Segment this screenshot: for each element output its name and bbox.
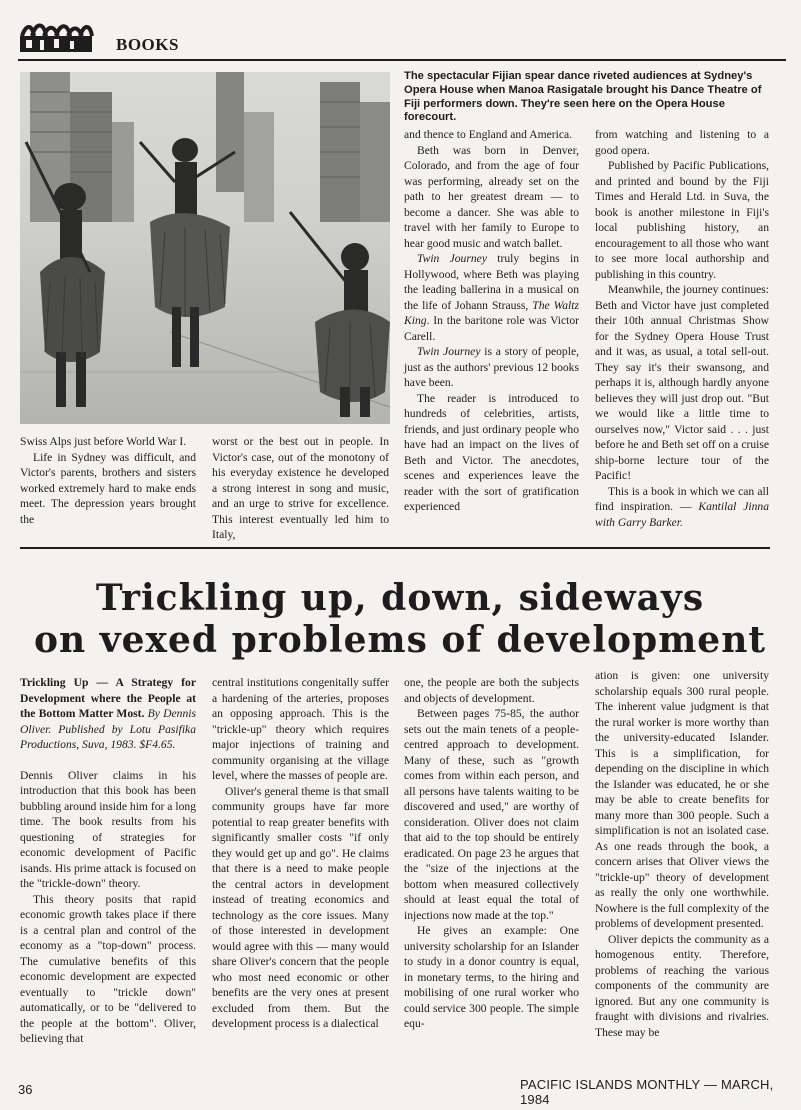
photo-caption: The spectacular Fijian spear dance riveted audiences at Sydney's Opera House when Manoa Rasigatale brought his Dance Theatre of Fiji performers down. They're seen here on the Opera House forecourt. (404, 70, 762, 124)
book-title: Trickling Up — A Strategy for Development where the People at the Bottom Matter Most. (20, 676, 196, 720)
paragraph: The reader is introduced to hundreds of celebrities, artists, friends, and just ordinary people who have had an impact on the lives of Beth and Victor. The anecdotes, scenes and experiences leave the reader with the sort of gratification experienced (404, 391, 579, 513)
header-rule (18, 59, 786, 61)
paragraph: Swiss Alps just before World War I. (20, 435, 187, 448)
section-header (18, 22, 786, 62)
book-details (20, 675, 196, 753)
article1-column-3 (404, 127, 579, 515)
article2-column-4 (595, 668, 769, 1040)
spear-dance-photo (20, 72, 390, 424)
paragraph: Oliver depicts the community as a homogenous entity. Therefore, problems of reaching the various components of the community are ignored. But any one community is fraught with divisions and rivalries. These may be (595, 932, 769, 1039)
book-title: Twin Journey (417, 345, 481, 358)
paragraph: Twin Journey truly begins in Hollywood, where Beth was playing the leading ballerina in a musical on the life of Johann Strauss, The Waltz King. In the baritone role was Victor Carell. (404, 252, 579, 343)
paragraph: worst or the best out in people. In Victor's case, out of the monotony of his everyday existence he developed a strong interest in song and music, and an urge to strive for excellence. This interest eventually led him to Italy, (212, 435, 389, 541)
article-divider (20, 547, 770, 549)
article2-column-3 (404, 675, 579, 1032)
headline-line-1: Trickling up, down, sideways (95, 577, 705, 619)
byline: Kantilal Jinna with Garry Barker. (595, 500, 769, 529)
page-number: 36 (18, 1082, 33, 1097)
paragraph: Published by Pacific Publications, and printed and bound by the Fiji Times and Herald Ltd. in Suva, the book is another milestone in Fiji's local publishing history, an encouragement to all those who want to see more local authorship and publishing in this country. (595, 159, 769, 281)
paragraph: from watching and listening to a good opera. (595, 128, 769, 157)
article1-column-4 (595, 127, 769, 530)
paragraph: Beth was born in Denver, Colorado, and from the age of four was performing, already set on the path to her greatest dream — to become a dancer. She was able to travel with her family to Europe to hear good music and watch ballet. (404, 143, 579, 250)
paragraph: Life in Sydney was difficult, and Victor's parents, brothers and sisters worked extremely hard to make ends meet. The depression years brought the (20, 450, 196, 526)
book-info: By Dennis Oliver. Published by Lotu Pasifika Productions, Suva, 1983. $F4.65. (20, 707, 196, 751)
section-title: BOOKS (116, 35, 179, 54)
article2-column-2 (212, 675, 389, 1032)
paragraph: He gives an example: One university scholarship for an Islander to study in a donor country is equal, in monetary terms, to the hiring and mobilising of one rural worker who could service 300 people. The simple equ- (404, 924, 579, 1030)
paragraph: This theory posits that rapid economic growth takes place if there is a central plan and control of the economy as a "top-down" process. The cumulative benefits of this economic development are expected eventually to "trickle down" automatically, or to be "delivered to the people at the bottom". Oliver, believing that (20, 892, 196, 1045)
headline-line-2: on vexed problems of development (34, 619, 766, 661)
paragraph: Twin Journey is a story of people, just as the authors' previous 12 books have been. (404, 345, 579, 389)
paragraph: central institutions congenitally suffer a hardening of the arteries, proposes an opposing approach. This is the "trickle-up" theory which requires major injections of training and community organising at the village level, where the masses of people are. (212, 676, 389, 782)
paragraph: Dennis Oliver claims in his introduction that this book has been bubbling around inside him for a long time. The book results from his questioning of strategies for economic development of Pacific isands. His prime attack is focused on the "trickle-down" theory. (20, 768, 196, 890)
article1-column-2 (212, 434, 389, 543)
publication-footer: PACIFIC ISLANDS MONTHLY — MARCH, 1984 (520, 1077, 774, 1107)
paragraph: Meanwhile, the journey continues: Beth and Victor have just completed their 10th annual Christmas Show for the Sydney Opera House Trust and it was, as usual, a total sell-out. They say it's their swansong, and perhaps it is, although hardly anyone believes they will just drop out. "But we would like a little time to ourselves now," Victor said . . . just before he and Beth set off on a cruise ship-borne lecture tour of the Pacific! (595, 283, 769, 482)
paragraph: and thence to England and America. (404, 128, 573, 141)
show-title: The Waltz King (404, 298, 579, 327)
book-title: Twin Journey (417, 252, 487, 265)
paragraph: This is a book in which we can all find inspiration. — Kantilal Jinna with Garry Barker. (595, 484, 769, 529)
paragraph: Oliver's general theme is that small community groups have far more potential to reap greater benefits with significantly smaller costs "if only they would get up and go". He claims that there is a need to make people the central actors in development instead of treating economics and technology as the core issues. Many of those interested in development would agree with this — many would share Oliver's concern that the people who most need economic or other benefits are the very ones at present excluded from them. But the development process is a dialectical (212, 784, 389, 1030)
paragraph: ation is given: one university scholarship equals 300 rural people. The inherent value judgment is that the rural worker is more worthy than the university-educated Islander. This is a simplification, for depending on the discipline in which the Islander was educated, he or she may be able to create benefits for many more than 300 people. Such a simplification is not an isolated case. As one reads through the book, a concern arises that Oliver views the "trickle-up" theory of development as really the only one worthwhile. Nowhere is the full complexity of the problems of development presented. (595, 669, 769, 930)
paragraph: one, the people are both the subjects and objects of development. (404, 676, 579, 705)
article2-column-1 (20, 675, 196, 1047)
article-headline (20, 577, 780, 661)
article1-column-1 (20, 434, 196, 527)
paragraph: Between pages 75-85, the author sets out the main tenets of a people-centred approach to development. Many of these, such as "growth comes from within each person, and all persons have talents waiting to be discovered and used," are worthy of consideration. Oliver does not claim that aid to the top should be entirely eradicated. On page 23 he argues that the "size of the injections at the bottom when measured collectively should at least equal the total of injections now made at the top." (404, 707, 579, 922)
books-section-logo (18, 22, 94, 54)
